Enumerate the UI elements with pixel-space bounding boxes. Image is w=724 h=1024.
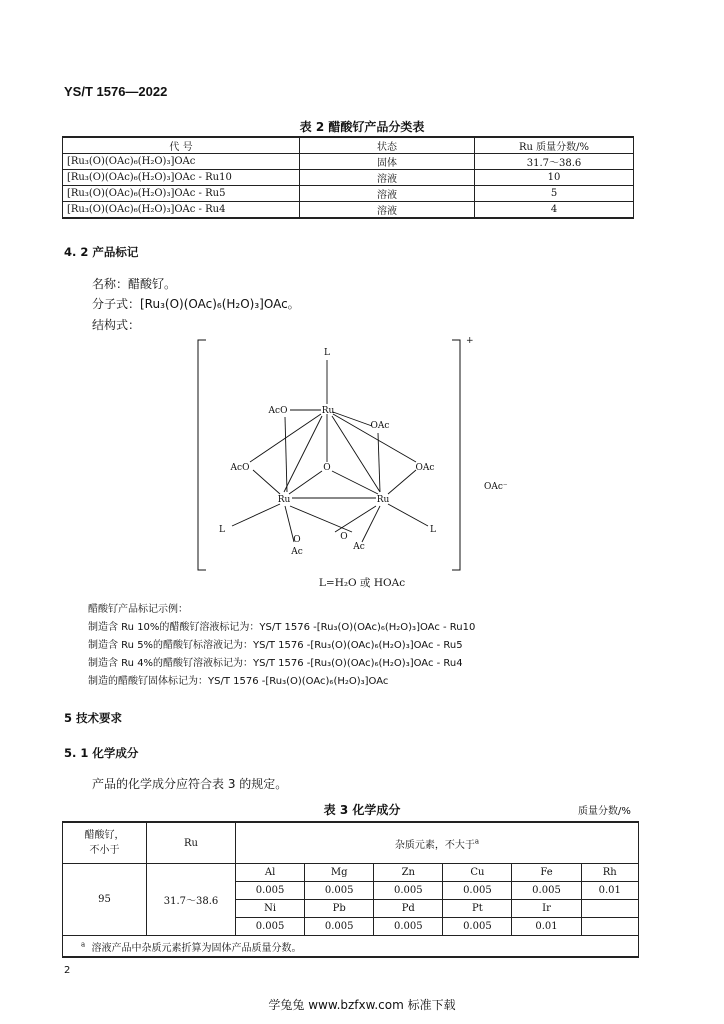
value-cell: 0.01 [512,918,581,936]
table3-value-col2: 31.7～38.6 [147,864,236,936]
value-cell [581,918,638,936]
table2-cell: 31.7～38.6 [475,154,634,170]
table3-head-col3-text: 杂质元素，不大于 [394,839,475,851]
acetate-aco-left: AcO [230,463,250,473]
table3-head-col1: 醋酸钌， 不小于 [63,822,147,864]
site-footer: 学兔兔 www.bzfxw.com 标准下载 [268,998,456,1012]
table3-footnote-row [63,936,639,958]
table-row [63,186,634,202]
table2-col-state: 状态 [300,137,475,154]
acetate-aco-upper: AcO [268,406,288,416]
table2 [62,136,634,219]
section-5-1-title: 5. 1 化学成分 [64,746,139,760]
table3 [62,821,639,958]
formula-line: 分子式：[Ru₃(O)(OAc)₆(H₂O)₃]OAc。 [92,297,300,311]
table3-head-col3 [236,822,639,864]
table-row [63,170,634,186]
ligand-l-left: L [219,525,225,535]
ruthenium-top: Ru [321,406,335,416]
section-4-2-title: 4. 2 产品标记 [64,245,139,259]
structure-line: 结构式： [92,318,141,332]
examples-title: 醋酸钌产品标记示例： [88,604,188,615]
footnote-text: 溶液产品中杂质元素折算为固体产品质量分数。 [91,942,302,954]
table3-unit: 质量分数/% [578,806,631,817]
value-cell: 0.005 [374,882,443,900]
counterion: OAc⁻ [484,482,508,492]
acetyl-right: Ac [353,542,365,552]
bridge-oxygen: O [340,532,348,542]
table3-value-col1: 95 [63,864,147,936]
table-row [63,202,634,219]
table3-header-row [63,822,639,864]
table2-cell: 溶液 [300,186,475,202]
table2-col-code: 代 号 [63,137,300,154]
table2-cell: 溶液 [300,202,475,219]
ligand-l-right: L [430,525,436,535]
element-cell: Fe [512,864,581,882]
section-5-1-paragraph: 产品的化学成分应符合表 3 的规定。 [92,777,288,791]
footnote-mark: a [474,837,480,846]
value-cell: 0.005 [305,918,374,936]
table3-caption: 表 3 化学成分 [323,803,401,817]
table2-header-row [63,137,634,154]
value-cell: 0.005 [374,918,443,936]
ruthenium-right: Ru [376,495,390,505]
table2-cell: [Ru₃(O)(OAc)₆(H₂O)₃]OAc - Ru10 [63,170,300,186]
page-number: 2 [64,965,71,976]
ligand-l-top: L [324,348,330,358]
table2-cell: 5 [475,186,634,202]
ligand-legend: L=H₂O 或 HOAc [318,577,406,589]
value-cell: 0.005 [443,882,512,900]
table-row [63,154,634,170]
bond-lines [232,360,428,542]
footnote-mark: a [81,940,86,949]
value-cell: 0.01 [581,882,638,900]
product-name-line: 名称：醋酸钌。 [92,277,177,291]
structural-formula-diagram [190,330,530,592]
section-5-title: 5 技术要求 [64,711,123,725]
table2-cell: 10 [475,170,634,186]
table2-cell: [Ru₃(O)(OAc)₆(H₂O)₃]OAc [63,154,300,170]
central-oxygen: O [323,463,331,473]
example-line: 制造含 Ru 10%的醋酸钌溶液标记为：YS/T 1576 -[Ru₃(O)(OAc)₆(H₂O)₃]OAc - Ru10 [88,622,476,633]
table-row [63,864,639,882]
element-cell: Zn [374,864,443,882]
element-cell: Rh [581,864,638,882]
element-cell: Ir [512,900,581,918]
element-cell: Pd [374,900,443,918]
table2-cell: 溶液 [300,170,475,186]
table3-footnote [63,936,639,958]
element-cell: Cu [443,864,512,882]
element-cell [581,900,638,918]
element-cell: Al [236,864,305,882]
atom-labels [219,336,508,557]
value-cell: 0.005 [305,882,374,900]
complex-charge: + [466,336,474,346]
table2-caption: 表 2 醋酸钌产品分类表 [299,120,425,134]
table2-col-ru: Ru 质量分数/% [475,137,634,154]
example-line: 制造的醋酸钌固体标记为：YS/T 1576 -[Ru₃(O)(OAc)₆(H₂O)₃]OAc [88,676,389,687]
brackets [198,340,460,570]
element-cell: Pt [443,900,512,918]
value-cell: 0.005 [236,882,305,900]
example-line: 制造含 Ru 4%的醋酸钌溶液标记为：YS/T 1576 -[Ru₃(O)(OAc)₆(H₂O)₃]OAc - Ru4 [88,658,463,669]
table2-cell: [Ru₃(O)(OAc)₆(H₂O)₃]OAc - Ru5 [63,186,300,202]
example-line: 制造含 Ru 5%的醋酸钌标溶液记为：YS/T 1576 -[Ru₃(O)(OAc)₆(H₂O)₃]OAc - Ru5 [88,640,463,651]
acetate-oac-upper: OAc [370,421,390,431]
ruthenium-left: Ru [277,495,291,505]
table2-cell: 固体 [300,154,475,170]
table2-cell: 4 [475,202,634,219]
acetyl-left: Ac [291,547,303,557]
value-cell: 0.005 [236,918,305,936]
element-cell: Pb [305,900,374,918]
table3-head-col2: Ru [147,822,236,864]
bridge-oxygen-left: O [293,535,301,545]
acetate-oac-right: OAc [415,463,435,473]
standard-code-header: YS/T 1576—2022 [64,84,168,99]
value-cell: 0.005 [512,882,581,900]
value-cell: 0.005 [443,918,512,936]
element-cell: Mg [305,864,374,882]
element-cell: Ni [236,900,305,918]
table2-cell: [Ru₃(O)(OAc)₆(H₂O)₃]OAc - Ru4 [63,202,300,219]
